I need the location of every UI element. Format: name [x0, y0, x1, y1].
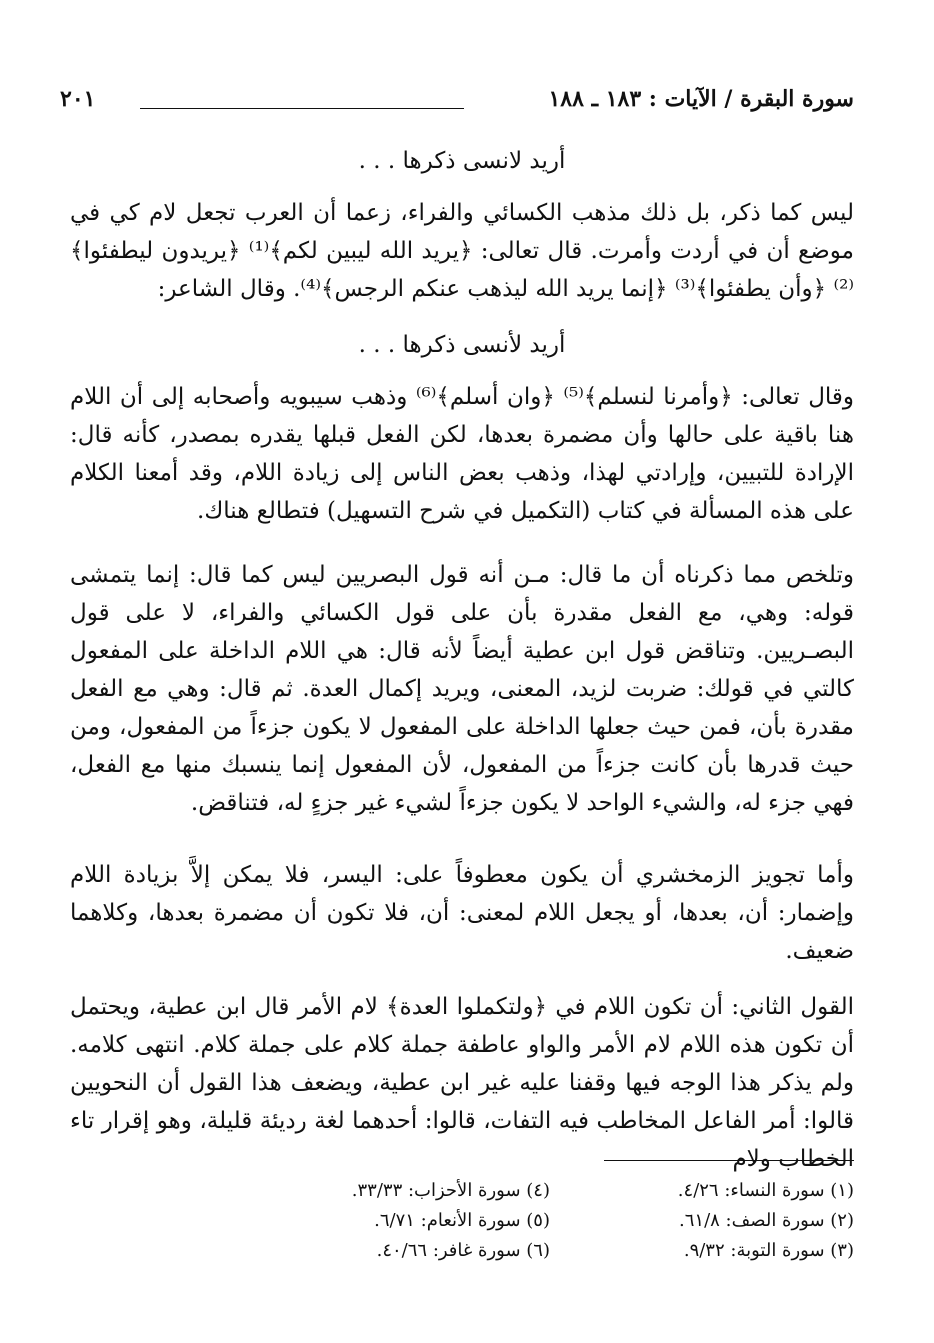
- paragraph-5-text: القول الثاني: أن تكون اللام في ﴿ولتكملوا العدة﴾ لام الأمر قال ابن عطية، ويحتمل أن تكون هذه اللام لام الأمر والواو عاطفة جملة كلام على جملة كلام. انتهى كلامه. ولم يذكر هذا الوجه فيها وقفنا عليه غير ابن عطية، ويضعف هذا القول أن النحويين قالوا: أمر الفاعل المخاطب فيه التفات، قالوا: أحدهما لغة رديئة قليلة، وهو إقرار تاء الخطاب ولام: [70, 994, 854, 1172]
- footnotes-left-column: [240, 1176, 550, 1266]
- footnote-1: (١) سورة النساء: ٤/٢٦.: [677, 1180, 854, 1201]
- footnote-2: (٢) سورة الصف: ٦١/٨.: [679, 1210, 854, 1231]
- paragraph-2: [70, 378, 854, 530]
- footnote-4: (٤) سورة الأحزاب: ٣٣/٣٣.: [351, 1180, 550, 1201]
- paragraph-3-text: وتلخص مما ذكرناه أن ما قال: مـن أنه قول البصريين ليس كما قال: إنما يتمشى قوله: وهي، مع الفعل مقدرة بأن على قول الكسائي والفراء، لا على قول البصـريين. وتناقض قول ابن عطية أيضاً لأنه قال: هي اللام الداخلة على المفعول كالتي في قولك: ضربت لزيد، المعنى، ويريد إكمال العدة. ثم قال: وهي مع الفعل مقدرة بأن، فمن حيث جعلها الداخلة على المفعول لا يكون جزءاً من المفعول، ومن حيث قدرها بأن كانت جزءاً من المفعول، لأن المفعول إنما ينسبك منها مع الفعل، فهي جزء له، والشيء الواحد لا يكون جزءاً لشيء غير جزءٍ له، فتناقض.: [70, 562, 854, 816]
- page-number: ٢٠١: [60, 86, 96, 112]
- poetry-verse-1: أريد لانسى ذكرها . . .: [358, 148, 566, 174]
- paragraph-1: [70, 194, 854, 308]
- paragraph-4-text: وأما تجويز الزمخشري أن يكون معطوفاً على: اليسر، فلا يمكن إلاَّ بزيادة اللام وإضمار: أن، بعدها، أو يجعل اللام لمعنى: أن، فلا تكون أن مضمرة بعدها، وكلاهما ضعيف.: [70, 862, 854, 964]
- running-header: [60, 84, 854, 120]
- header-rule: [140, 108, 464, 109]
- footnote-3: (٣) سورة التوبة: ٩/٣٢.: [683, 1240, 854, 1261]
- paragraph-5: [70, 988, 854, 1178]
- paragraph-2-text: وقال تعالى: ﴿وأمرنا لنسلم﴾⁽⁵⁾ ﴿وان أسلم﴾⁽⁶⁾ وذهب سيبويه وأصحابه إلى أن اللام هنا باقية على حالها وأن مضمرة بعدها، لكن الفعل قبلها يقدره بمصدر، كأنه قال: الإرادة للتبيين، وإرادتي لهذا، وذهب بعض الناس إلى زيادة اللام، وقد أمعنا الكلام على هذه المسألة في كتاب (التكميل في شرح التسهيل) فتطالع هناك.: [70, 384, 855, 524]
- paragraph-4: [70, 856, 854, 970]
- footnote-5: (٥) سورة الأنعام: ٦/٧١.: [374, 1210, 550, 1231]
- header-title: سورة البقرة / الآيات : ١٨٣ ـ ١٨٨: [548, 86, 854, 112]
- footnotes-right-column: [544, 1176, 854, 1266]
- footnote-rule: [604, 1160, 854, 1161]
- footnote-6: (٦) سورة غافر: ٤٠/٦٦.: [376, 1240, 550, 1261]
- paragraph-1-text: ليس كما ذكر، بل ذلك مذهب الكسائي والفراء، زعما أن العرب تجعل لام كي في موضع أن في أردت وأمرت. قال تعالى: ﴿يريد الله ليبين لكم﴾⁽¹⁾ ﴿يريدون ليطفئوا﴾⁽²⁾ ﴿وأن يطفئوا﴾⁽³⁾ ﴿إنما يريد الله ليذهب عنكم الرجس﴾⁽⁴⁾. وقال الشاعر:: [70, 200, 854, 302]
- paragraph-3: [70, 556, 854, 822]
- poetry-verse-2: أريد لأنسى ذكرها . . .: [358, 332, 566, 358]
